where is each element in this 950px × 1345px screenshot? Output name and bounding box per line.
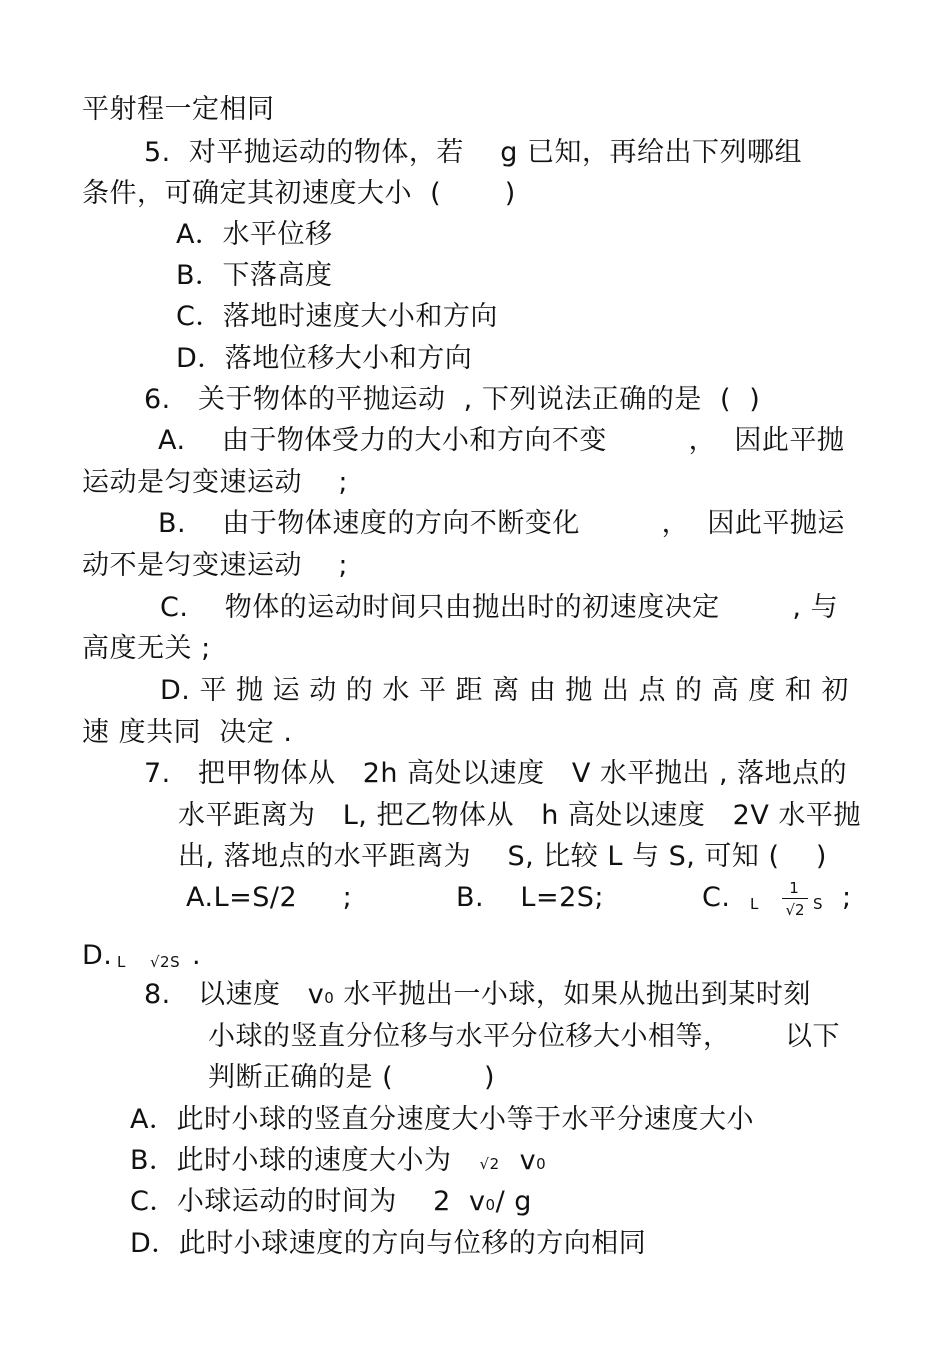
question-5-option-b: B．下落高度 (176, 260, 333, 291)
question-7-option-d-l: L (117, 953, 126, 971)
question-6-option-c: C. 物体的运动时间只由抛出时的初速度决定 , 与 (160, 592, 839, 623)
question-6-option-b: B. 由于物体速度的方向不断变化 ， 因此平抛运 (158, 508, 845, 539)
question-6-option-d-cont: 速 度共同 决定 . (82, 717, 293, 748)
question-7-option-d-end: . (192, 940, 202, 971)
question-6-option-d: D. 平 抛 运 动 的 水 平 距 离 由 抛 出 点 的 高 度 和 初 (160, 675, 849, 706)
question-8-stem-cont-1: 小球的竖直分位移与水平分位移大小相等， 以下 (208, 1021, 840, 1052)
question-8-stem-cont-2: 判断正确的是 ( ) (208, 1062, 495, 1093)
question-7-stem-cont-1: 水平距离为 L, 把乙物体从 h 高处以速度 2V 水平抛 (178, 800, 861, 831)
question-5-option-c: C．落地时速度大小和方向 (176, 301, 498, 332)
question-7-option-c-numerator: 1 (789, 879, 799, 897)
question-7-stem: 7. 把甲物体从 2h 高处以速度 V 水平抛出 , 落地点的 (144, 758, 848, 789)
question-7-option-a: A.L=S/2 ; (186, 882, 353, 913)
question-5-stem-cont: 条件，可确定其初速度大小 ( ) (82, 178, 516, 209)
question-7-option-c-end: ; (842, 882, 852, 913)
question-7-option-d-label: D. (82, 940, 113, 971)
fraction-bar (782, 898, 808, 899)
question-7-option-c-l: L (750, 895, 759, 913)
question-8-option-a: A．此时小球的竖直分速度大小等于水平分速度大小 (130, 1104, 754, 1135)
question-8-option-b: B．此时小球的速度大小为 √2 v0 (130, 1145, 547, 1176)
question-5-stem: 5. 对平抛运动的物体，若 g 已知，再给出下列哪组 (144, 137, 802, 168)
question-8-stem: 8. 以速度 v0 水平抛出一小球，如果从抛出到某时刻 (144, 979, 811, 1010)
question-5-option-a: A．水平位移 (176, 219, 333, 250)
question-6-option-c-cont: 高度无关 ; (82, 633, 211, 664)
question-5-option-d: D．落地位移大小和方向 (176, 343, 473, 374)
question-6-option-a: A. 由于物体受力的大小和方向不变 ， 因此平抛 (158, 425, 845, 456)
question-7-option-b: B. L=2S; (456, 882, 605, 913)
question-6-option-a-cont: 运动是匀变速运动 ; (82, 467, 348, 498)
question-6-stem: 6. 关于物体的平抛运动 , 下列说法正确的是 ( ) (144, 384, 761, 415)
question-8-option-d: D．此时小球速度的方向与位移的方向相同 (130, 1228, 647, 1259)
question-6-option-b-cont: 动不是匀变速运动 ; (82, 550, 348, 581)
text-line: 平射程一定相同 (82, 94, 275, 125)
question-7-option-d-expr: √2S (150, 953, 181, 971)
question-7-option-c-denominator: √2 (785, 901, 805, 919)
question-7-stem-cont-2: 出, 落地点的水平距离为 S, 比较 L 与 S, 可知 ( ) (178, 841, 827, 872)
question-7-option-c-s: S (813, 895, 824, 913)
question-7-option-c-label: C. (702, 882, 731, 913)
question-8-option-c: C．小球运动的时间为 2 v0/ g (130, 1186, 532, 1217)
